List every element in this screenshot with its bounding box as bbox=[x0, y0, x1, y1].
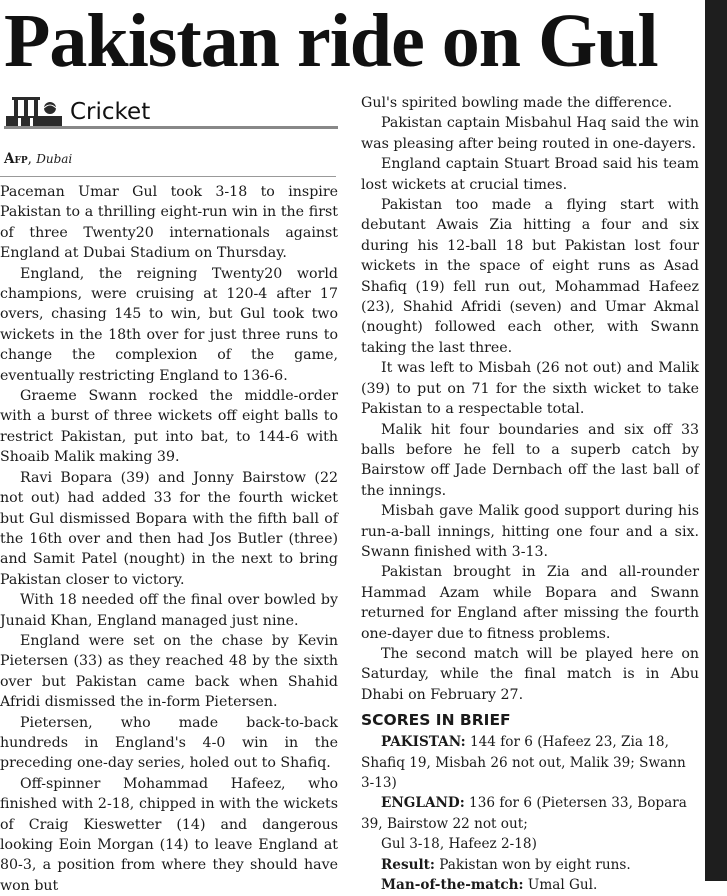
article-paragraph: Graeme Swann rocked the middle-order with a burst of three wickets off eight balls to restrict Pakistan, put into bat, to 144-6 with Shoaib Malik making 39. bbox=[0, 388, 338, 466]
headline: Pakistan ride on Gul bbox=[4, 0, 658, 83]
score-label: ENGLAND: bbox=[381, 795, 465, 812]
score-line-man-of-match bbox=[361, 875, 699, 895]
article-paragraph: Ravi Bopara (39) and Jonny Bairstow (22 not out) had added 33 for the fourth wicket but Gul dismissed Bopara with the fifth ball of the 16th over and then had Jos Butler (three) and Samit Patel (nought) in the next to bring Pakistan closer to victory. bbox=[0, 469, 338, 588]
byline-location: Dubai bbox=[36, 152, 73, 166]
article-paragraph: England were set on the chase by Kevin Pietersen (33) as they reached 48 by the sixth over but Pakistan came back when Shahid Afridi dismissed the in-form Pietersen. bbox=[0, 632, 338, 711]
article-paragraph: Pakistan captain Misbahul Haq said the win was pleasing after being routed in one-dayers. bbox=[361, 115, 699, 152]
score-line-pakistan bbox=[361, 732, 699, 793]
page-edge-bar bbox=[705, 0, 727, 881]
article-paragraph: Misbah gave Malik good support during his run-a-ball innings, hitting one four and a six. Swann finished with 3-13. bbox=[361, 503, 699, 560]
article-column-left bbox=[0, 182, 338, 896]
byline-agency: Afp bbox=[4, 151, 28, 167]
scores-title: SCORES IN BRIEF bbox=[361, 711, 511, 730]
article-paragraph: Paceman Umar Gul took 3-18 to inspire Pakistan to a thrilling eight-run win in the first of three Twenty20 internationals against England at Dubai Stadium on Thursday. bbox=[0, 184, 338, 262]
section-label: Cricket bbox=[70, 99, 151, 125]
score-text: 136 for 6 (Pietersen 33, Bopara 39, Bairstow 22 not out; bbox=[361, 795, 687, 832]
article-paragraph: Off-spinner Mohammad Hafeez, who finished with 2-18, chipped in with the wickets of Craig Kieswetter (14) and dangerous looking Eoin Morgan (14) to leave England at 80-3, a position from where they should have won but bbox=[0, 775, 338, 894]
article-paragraph: Pietersen, who made back-to-back hundreds in England's 4-0 win in the preceding one-day series, holed out to Shafiq. bbox=[0, 714, 338, 772]
section-tag bbox=[4, 94, 338, 132]
article-paragraph: England captain Stuart Broad said his team lost wickets at crucial times. bbox=[361, 156, 699, 193]
score-text: Pakistan won by eight runs. bbox=[434, 856, 631, 873]
article-paragraph: The second match will be played here on Saturday, while the final match is in Abu Dhabi on February 27. bbox=[361, 645, 699, 703]
article-paragraph: Pakistan brought in Zia and all-rounder Hammad Azam while Bopara and Swann returned for England after missing the fourth one-dayer due to fitness problems. bbox=[361, 564, 699, 642]
article-column-right bbox=[361, 93, 699, 895]
byline-separator: , bbox=[27, 151, 32, 167]
cricket-stumps-icon bbox=[4, 94, 64, 128]
section-rule bbox=[4, 126, 338, 129]
score-line-result bbox=[361, 855, 699, 875]
article-paragraph: Pakistan too made a flying start with debutant Awais Zia hitting a four and six during his 12-ball 18 but Pakistan lost four wickets in the space of eight runs as Asad Shafiq (19) fell run out, Mohammad Hafeez (23), Shahid Afridi (seven) and Umar Akmal (nought) followed each other, with Swann taking the last three. bbox=[361, 197, 699, 356]
byline-rule bbox=[0, 176, 336, 177]
article-paragraph: Gul's spirited bowling made the difference. bbox=[361, 95, 673, 111]
score-label: PAKISTAN: bbox=[381, 734, 466, 751]
article-paragraph: It was left to Misbah (26 not out) and Malik (39) to put on 71 for the sixth wicket to take Pakistan to a respectable total. bbox=[361, 360, 699, 418]
score-line-england bbox=[361, 793, 699, 834]
score-label: Result: bbox=[381, 856, 435, 873]
article-paragraph: England, the reigning Twenty20 world champions, were cruising at 120-4 after 17 overs, chasing 145 to win, but Gul took two wickets in the 18th over for just three runs to change the complexion of the game, eventually restricting England to 136-6. bbox=[0, 265, 338, 384]
score-text: 144 for 6 (Hafeez 23, Zia 18, Shafiq 19, Misbah 26 not out, Malik 39; Swann 3-13) bbox=[361, 734, 686, 791]
byline bbox=[4, 150, 72, 168]
article-paragraph: With 18 needed off the final over bowled by Junaid Khan, England managed just nine. bbox=[0, 592, 338, 629]
score-line-england-bowling: Gul 3-18, Hafeez 2-18) bbox=[381, 836, 537, 853]
score-text: Umal Gul. bbox=[523, 877, 598, 894]
score-label: Man-of-the-match: bbox=[381, 877, 524, 894]
article-paragraph: Malik hit four boundaries and six off 33 balls before he fell to a superb catch by Bairstow off Jade Dernbach off the last ball of the innings. bbox=[361, 421, 699, 499]
